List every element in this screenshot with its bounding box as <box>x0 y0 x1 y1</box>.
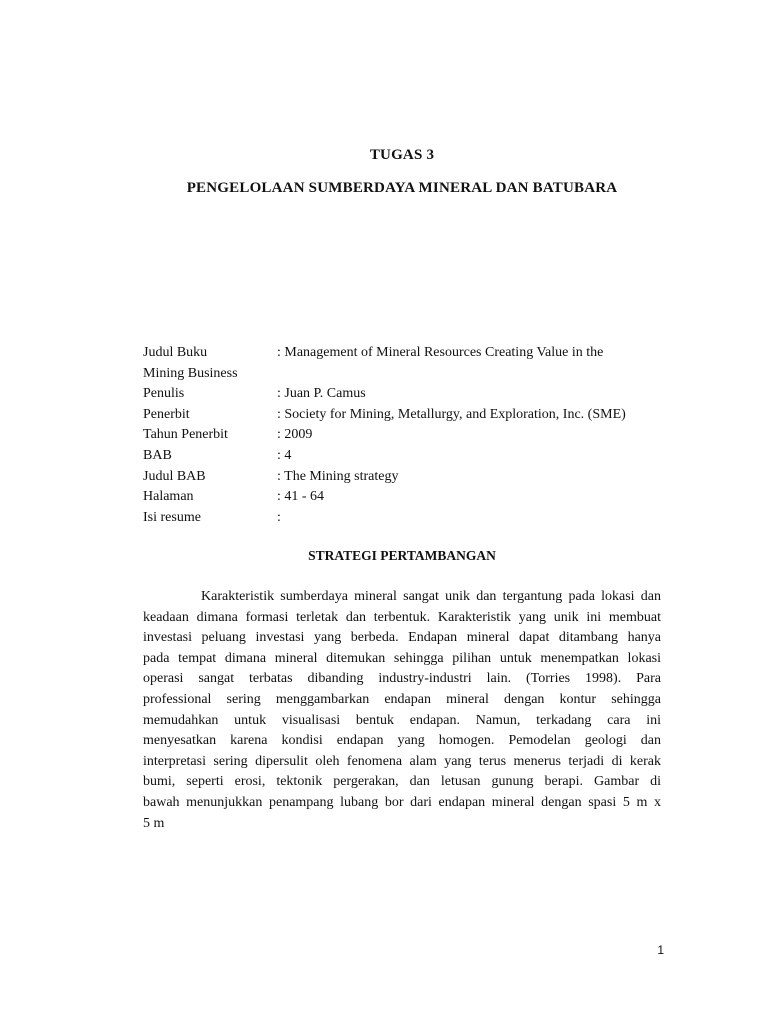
paragraph-line: bawah menunjukkan penampang lubang bor dari endapan mineral dengan spasi 5 m x <box>143 794 661 810</box>
metadata-row <box>143 508 663 529</box>
metadata-row <box>143 384 663 405</box>
page-number: 1 <box>657 943 664 957</box>
metadata-value: : <box>277 509 281 525</box>
metadata-label: Penerbit <box>143 406 190 422</box>
paragraph-line: 5 m <box>143 815 165 831</box>
paragraph-line: interpretasi sering dipersulit oleh fenomena alam yang terus menerus terjadi di kerak <box>143 753 661 769</box>
metadata-value: : 41 - 64 <box>277 489 325 505</box>
metadata-label: Mining Business <box>143 365 238 381</box>
section-heading: STRATEGI PERTAMBANGAN <box>308 548 496 563</box>
metadata-value: : The Mining strategy <box>277 468 399 484</box>
metadata-label: Judul BAB <box>143 468 206 484</box>
metadata-value: : 2009 <box>277 427 313 443</box>
metadata-label: Judul Buku <box>143 345 208 360</box>
paragraph-line: memudahkan untuk visualisasi bentuk endapan. Namun, terkadang cara ini <box>143 712 661 728</box>
metadata-row <box>143 446 663 467</box>
metadata-value: : Society for Mining, Metallurgy, and Exploration, Inc. (SME) <box>277 406 626 422</box>
body-paragraph <box>143 587 661 834</box>
metadata-label: Tahun Penerbit <box>143 427 228 443</box>
metadata-value: : 4 <box>277 447 292 463</box>
metadata-row <box>143 425 663 446</box>
paragraph-line: Karakteristik sumberdaya mineral sangat unik dan tergantung pada lokasi dan <box>201 589 661 604</box>
metadata-label: Halaman <box>143 489 194 505</box>
metadata-row <box>143 467 663 488</box>
paragraph-line: bumi, seperti erosi, tektonik pergerakan, dan letusan gunung berapi. Gambar di <box>143 774 661 790</box>
paragraph-line: professional sering menggambarkan endapan mineral dengan kontur sehingga <box>143 691 661 707</box>
metadata-label: Penulis <box>143 386 185 402</box>
paragraph-line: keadaan dimana formasi terletak dan terbentuk. Karakteristik yang unik ini membuat <box>143 609 661 625</box>
metadata-row <box>143 343 663 364</box>
metadata-label: Isi resume <box>143 509 201 525</box>
metadata-value <box>277 364 663 385</box>
metadata-value: : Management of Mineral Resources Creating Value in the <box>277 345 604 360</box>
metadata-row <box>143 405 663 426</box>
metadata-label: BAB <box>143 447 172 463</box>
paragraph-line: pada tempat dimana mineral ditemukan sehingga pilihan untuk menempatkan lokasi <box>143 650 661 666</box>
book-metadata <box>143 343 663 528</box>
metadata-row <box>143 487 663 508</box>
paragraph-line: menyesatkan karena kondisi endapan yang homogen. Pemodelan geologi dan <box>143 733 661 749</box>
metadata-value: : Juan P. Camus <box>277 386 366 402</box>
document-subtitle: PENGELOLAAN SUMBERDAYA MINERAL DAN BATUBARA <box>186 180 618 196</box>
document-title: TUGAS 3 <box>369 147 435 163</box>
paragraph-line: operasi sangat terbatas dibanding industry-industri lain. (Torries 1998). Para <box>143 671 661 687</box>
metadata-row <box>143 364 663 385</box>
paragraph-line: investasi peluang investasi yang berbeda. Endapan mineral dapat ditambang hanya <box>143 630 661 646</box>
